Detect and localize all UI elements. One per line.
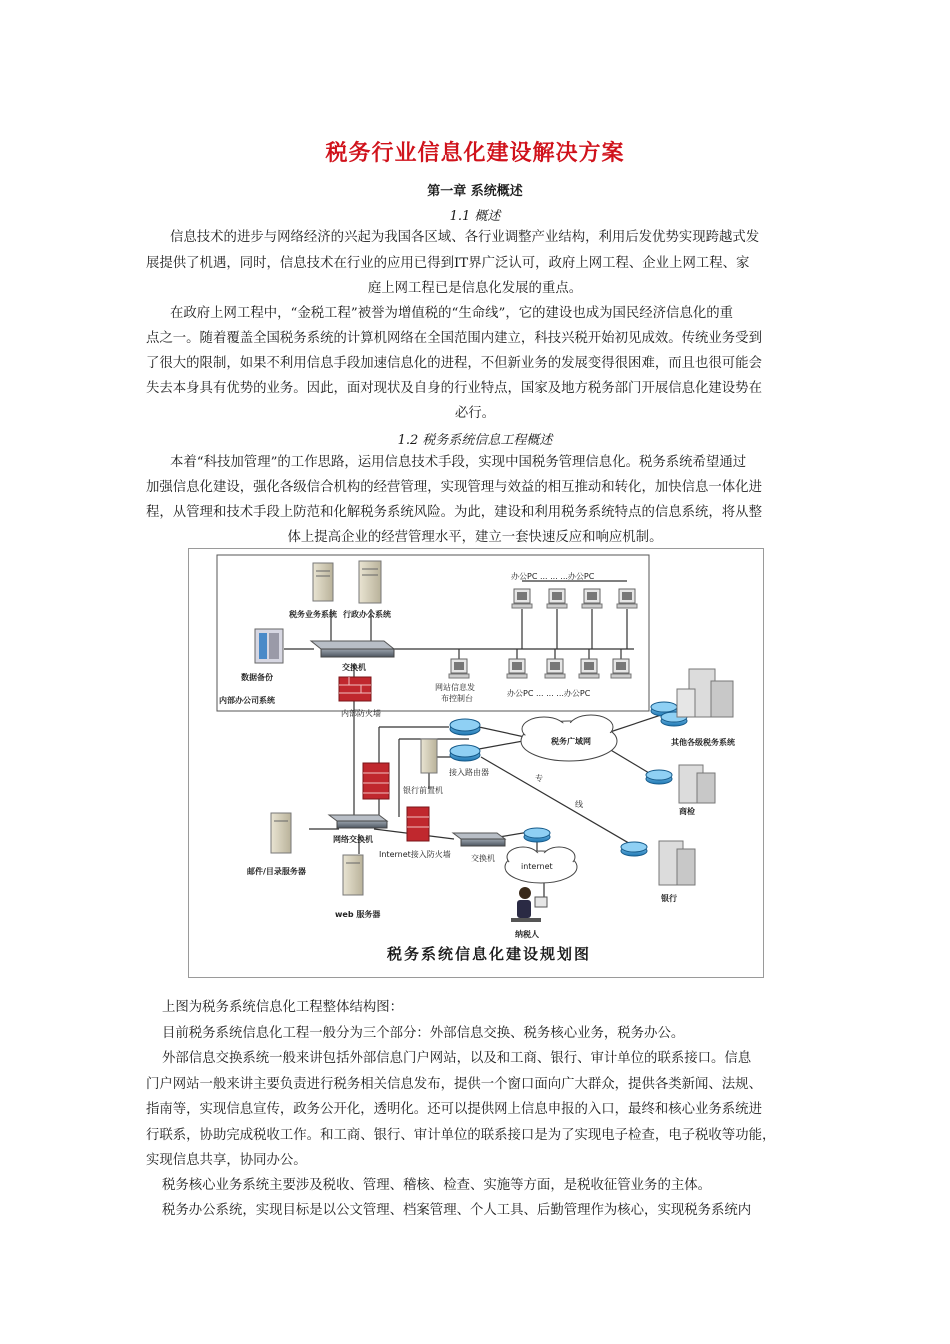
router-icon <box>646 770 672 784</box>
paragraph-line: 外部信息交换系统一般来讲包括外部信息门户网站，以及和工商、银行、审计单位的联系接口。信息 <box>162 1051 752 1066</box>
office-pc-icon <box>579 659 599 678</box>
internet-firewall-icon <box>407 807 429 841</box>
tax-wan-label: 税务广域网 <box>551 737 591 746</box>
office-pc-icon <box>512 589 532 608</box>
data-backup-label: 数据备份 <box>241 673 273 682</box>
office-pc-icon <box>507 659 527 678</box>
paragraph-line: 展提供了机遇，同时，信息技术在行业的应用已得到IT界广泛认可，政府上网工程、企业上网工程、家 <box>146 256 750 271</box>
network-architecture-diagram <box>188 548 764 978</box>
paragraph-line: 本着“科技加管理”的工作思路，运用信息技术手段，实现中国税务管理信息化。税务系统希望通过 <box>170 455 747 470</box>
section-heading-1-2: 1.2 税务系统信息工程概述 <box>397 433 553 448</box>
paragraph-line: 点之一。随着覆盖全国税务系统的计算机网络在全国范围内建立，科技兴税开始初见成效。传统业务受到 <box>146 331 762 346</box>
office-pc-icon <box>617 589 637 608</box>
bank-frontend-label: 银行前置机 <box>403 786 443 795</box>
other-tax-systems-label: 其他各级税务系统 <box>671 738 735 747</box>
internet-label: internet <box>521 862 553 871</box>
paragraph-line: 在政府上网工程中，“金税工程”被誉为增值税的“生命线”，它的建设也成为国民经济信息化的重 <box>170 306 734 321</box>
document-title: 税务行业信息化建设解决方案 <box>325 141 625 166</box>
paragraph-line: 实现信息共享，协同办公。 <box>146 1153 307 1168</box>
commerce-inspection-label: 商检 <box>679 807 695 816</box>
internal-firewall-label: 内部防火墙 <box>341 709 381 718</box>
paragraph-line: 目前税务系统信息化工程一般分为三个部分：外部信息交换、税务核心业务，税务办公。 <box>162 1026 685 1041</box>
admin-office-server-icon <box>359 561 381 603</box>
paragraph-line: 信息技术的进步与网络经济的兴起为我国各区域、各行业调整产业结构，利用后发优势实现跨越式发 <box>170 230 760 245</box>
access-router-label: 接入路由器 <box>449 768 489 777</box>
paragraph-line: 行联系，协助完成税收工作。和工商、银行、审计单位的联系接口是为了实现电子检查，电子税收等功能， <box>146 1128 776 1143</box>
storage-array-icon <box>255 629 283 663</box>
paragraph-line: 税务核心业务系统主要涉及税收、管理、稽核、检查、实施等方面，是税收征管业务的主体。 <box>162 1178 712 1193</box>
switch-icon <box>311 641 394 657</box>
building-icon <box>659 841 695 885</box>
paragraph-line: 体上提高企业的经营管理水平，建立一套快速反应和响应机制。 <box>287 530 663 545</box>
mail-directory-server-label: 邮件/目录服务器 <box>247 867 306 876</box>
firewall-icon <box>339 677 371 701</box>
router-icon <box>621 842 647 856</box>
paragraph-line: 税务办公系统，实现目标是以公文管理、档案管理、个人工具、后勤管理作为核心，实现税务系统内 <box>162 1203 752 1218</box>
office-pc-icon <box>582 589 602 608</box>
web-console-label-line2: 布控制台 <box>441 694 473 703</box>
paragraph-line: 加强信息化建设，强化各级信合机构的经营管理，实现管理与效益的相互推动和转化，加快信息一体化进 <box>146 480 762 495</box>
chapter-heading: 第一章 系统概述 <box>427 184 523 199</box>
bank-label: 银行 <box>661 894 677 903</box>
switch-label: 交换机 <box>342 663 366 672</box>
mail-server-icon <box>271 813 291 853</box>
bank-frontend-server-icon <box>421 739 437 773</box>
tax-business-system-label: 税务业务系统 <box>289 610 337 619</box>
office-pc-bottom-label: 办公PC ... ... ...办公PC <box>507 689 591 698</box>
router-icon <box>524 828 550 842</box>
office-pc-icon <box>547 589 567 608</box>
section-heading-1-1: 1.1 概述 <box>449 209 501 224</box>
paragraph-line: 门户网站一般来讲主要负责进行税务相关信息发布，提供一个窗口面向广大群众，提供各类新闻、法规、 <box>146 1077 762 1092</box>
paragraph-line: 指南等，实现信息宣传，政务公开化，透明化。还可以提供网上信息申报的入口，最终和核心业务系统进 <box>146 1102 762 1117</box>
web-console-label-line1: 网站信息发 <box>435 683 475 692</box>
dedicated-line-label-2: 线 <box>575 800 583 809</box>
office-pc-icon <box>611 659 631 678</box>
internal-office-system-label: 内部办公司系统 <box>219 696 275 705</box>
firewall-icon <box>363 763 389 799</box>
building-icon <box>679 765 715 803</box>
taxpayer-label: 纳税人 <box>515 930 539 939</box>
admin-office-system-label: 行政办公系统 <box>343 610 391 619</box>
paragraph-line: 庭上网工程已是信息化发展的重点。 <box>367 281 583 296</box>
figure-caption: 税务系统信息化建设规划图 <box>387 945 592 963</box>
office-pc-icon <box>545 659 565 678</box>
access-router-icon <box>450 745 480 761</box>
paragraph-line: 失去本身具有优势的业务。因此，面对现状及自身的行业特点，国家及地方税务部门开展信息化建设势在 <box>146 381 762 396</box>
internet-firewall-label: Internet接入防火墙 <box>379 850 451 859</box>
dedicated-line-label-1: 专 <box>535 774 543 783</box>
taxpayer-person-icon <box>511 887 547 922</box>
office-pc-top-label: 办公PC ... ... ...办公PC <box>511 572 595 581</box>
paragraph-line: 上图为税务系统信息化工程整体结构图： <box>162 1000 404 1015</box>
paragraph-line: 程，从管理和技术手段上防范和化解税务系统风险。为此，建设和利用税务系统特点的信息系统，将从整 <box>146 505 762 520</box>
web-server-icon <box>343 855 363 895</box>
web-server-label: web 服务器 <box>335 910 381 919</box>
router-icon <box>450 719 480 735</box>
paragraph-line: 必行。 <box>454 406 496 421</box>
tax-business-server-icon <box>313 563 333 601</box>
switch2-label: 交换机 <box>471 854 495 863</box>
paragraph-line: 了很大的限制，如果不利用信息手段加速信息化的进程，不但新业务的发展变得很困难，而且也很可能会 <box>146 356 762 371</box>
switch-icon <box>453 833 505 846</box>
web-console-pc-icon <box>449 659 469 678</box>
building-icon <box>677 669 733 717</box>
network-switch-icon <box>329 815 387 828</box>
network-switch-label: 网络交换机 <box>333 835 373 844</box>
